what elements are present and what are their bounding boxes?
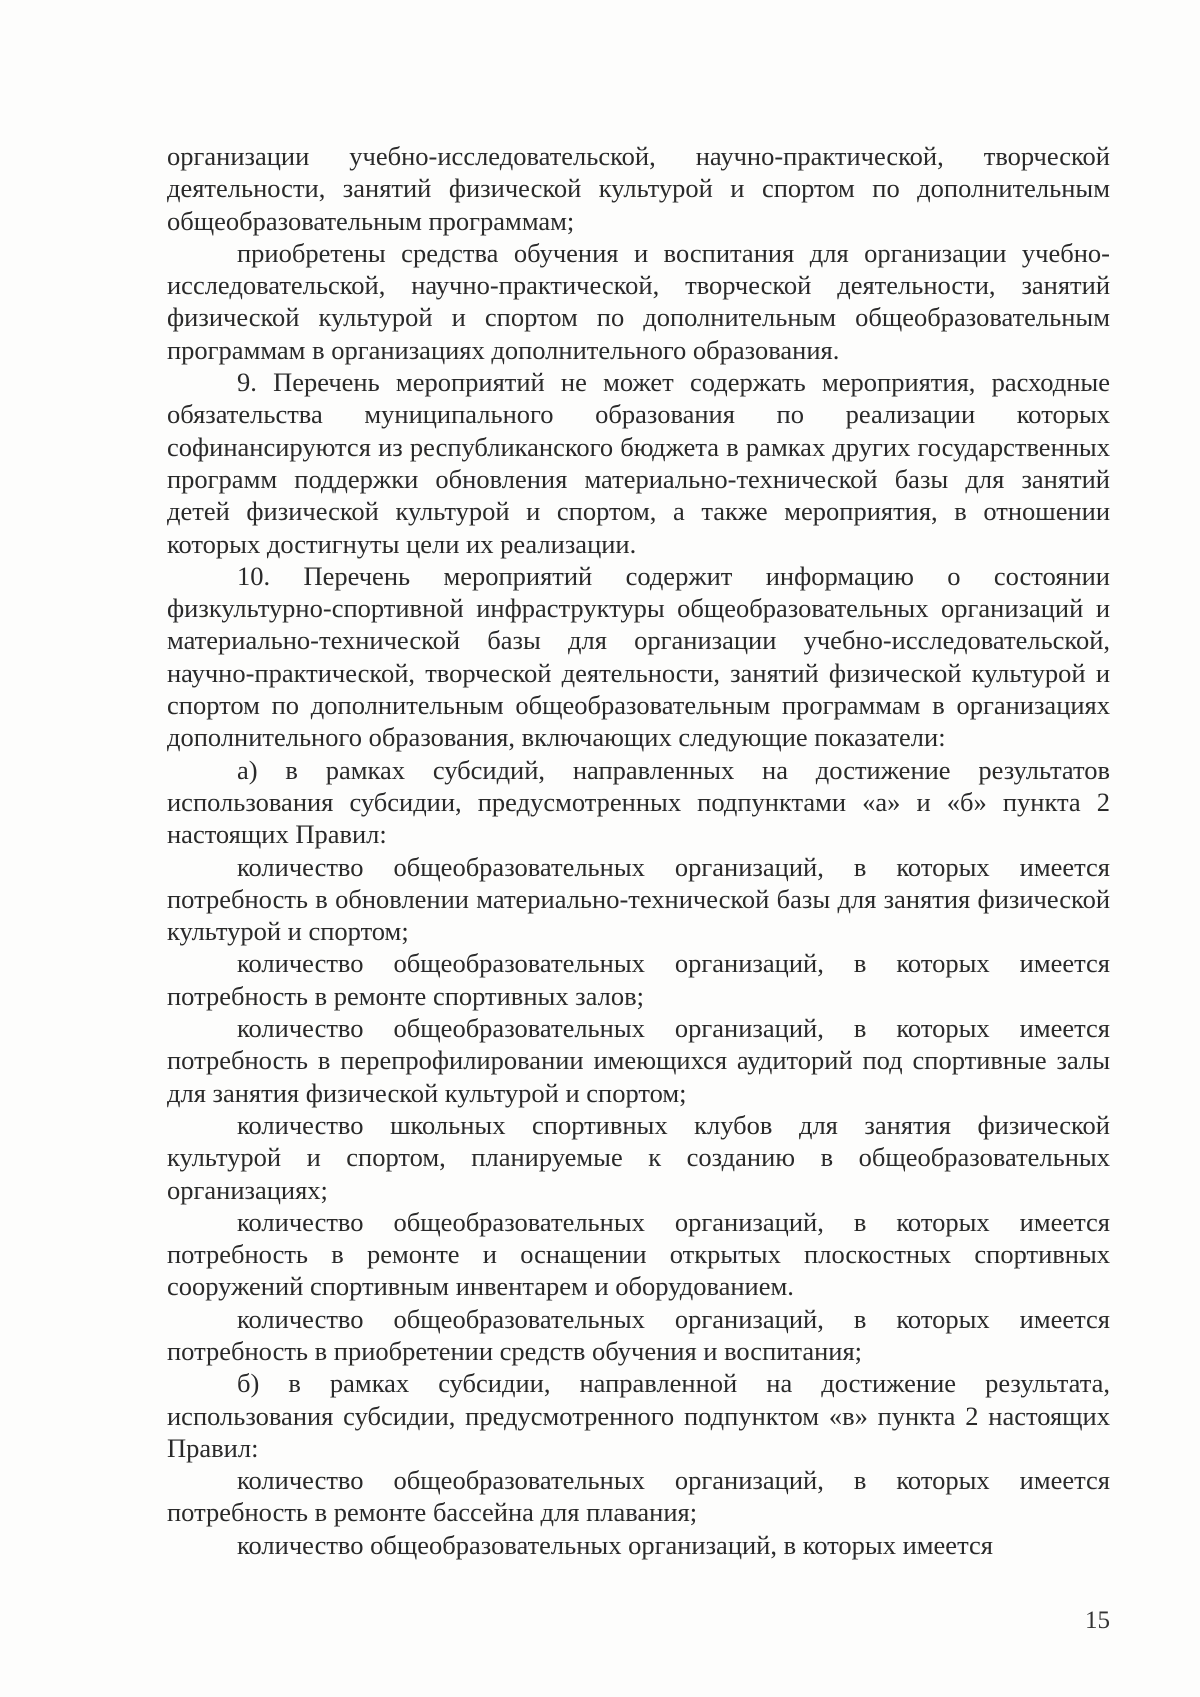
page-number: 15 [1085, 1607, 1110, 1634]
paragraph-11: количество общеобразовательных организаций, в которых имеется потребность в приобретении средств обучения и воспитания; [167, 1303, 1110, 1366]
paragraph-4: 10. Перечень мероприятий содержит информацию о состоянии физкультурно-спортивной инфраструктуры общеобразовательных организаций и материально-технической базы для организации учебно-исследовательской, научно-практической, творческой деятельности, занятий физической культурой и спортом по дополнительным общеобразовательным программам в организациях дополнительного образования, включающих следующие показатели: [167, 560, 1110, 753]
paragraph-7: количество общеобразовательных организаций, в которых имеется потребность в ремонте спортивных залов; [167, 948, 1110, 1011]
paragraph-12: б) в рамках субсидии, направленной на достижение результата, использования субсидии, предусмотренного подпунктом «в» пункта 2 настоящих Правил: [167, 1368, 1110, 1463]
paragraph-5: а) в рамках субсидий, направленных на достижение результатов использования субсидии, предусмотренных подпунктами «а» и «б» пункта 2 настоящих Правил: [167, 754, 1110, 850]
paragraph-8: количество общеобразовательных организаций, в которых имеется потребность в перепрофилировании имеющихся аудиторий под спортивные залы для занятия физической культурой и спортом; [167, 1013, 1110, 1108]
paragraph-2: приобретены средства обучения и воспитания для организации учебно-исследовательской, научно-практической, творческой деятельности, занятий физической культурой и спортом по дополнительным общеобразовательным программам в организациях дополнительного образования. [167, 237, 1110, 365]
paragraph-14: количество общеобразовательных организаций, в которых имеется [237, 1529, 993, 1560]
paragraph-9: количество школьных спортивных клубов для занятия физической культурой и спортом, планируемые к созданию в общеобразовательных организациях; [167, 1109, 1110, 1205]
document-body [167, 140, 1110, 1561]
paragraph-1: организации учебно-исследовательской, научно-практической, творческой деятельности, занятий физической культурой и спортом по дополнительным общеобразовательным программам; [167, 141, 1110, 236]
paragraph-6: количество общеобразовательных организаций, в которых имеется потребность в обновлении материально-технической базы для занятия физической культурой и спортом; [167, 851, 1110, 947]
paragraph-3: 9. Перечень мероприятий не может содержать мероприятия, расходные обязательства муниципального образования по реализации которых софинансируются из республиканского бюджета в рамках других государственных программ поддержки обновления материально-технической базы для занятий детей физической культурой и спортом, а также мероприятия, в отношении которых достигнуты цели их реализации. [167, 367, 1110, 559]
paragraph-13: количество общеобразовательных организаций, в которых имеется потребность в ремонте бассейна для плавания; [167, 1465, 1110, 1528]
paragraph-10: количество общеобразовательных организаций, в которых имеется потребность в ремонте и оснащении открытых плоскостных спортивных сооружений спортивным инвентарем и оборудованием. [167, 1206, 1110, 1302]
